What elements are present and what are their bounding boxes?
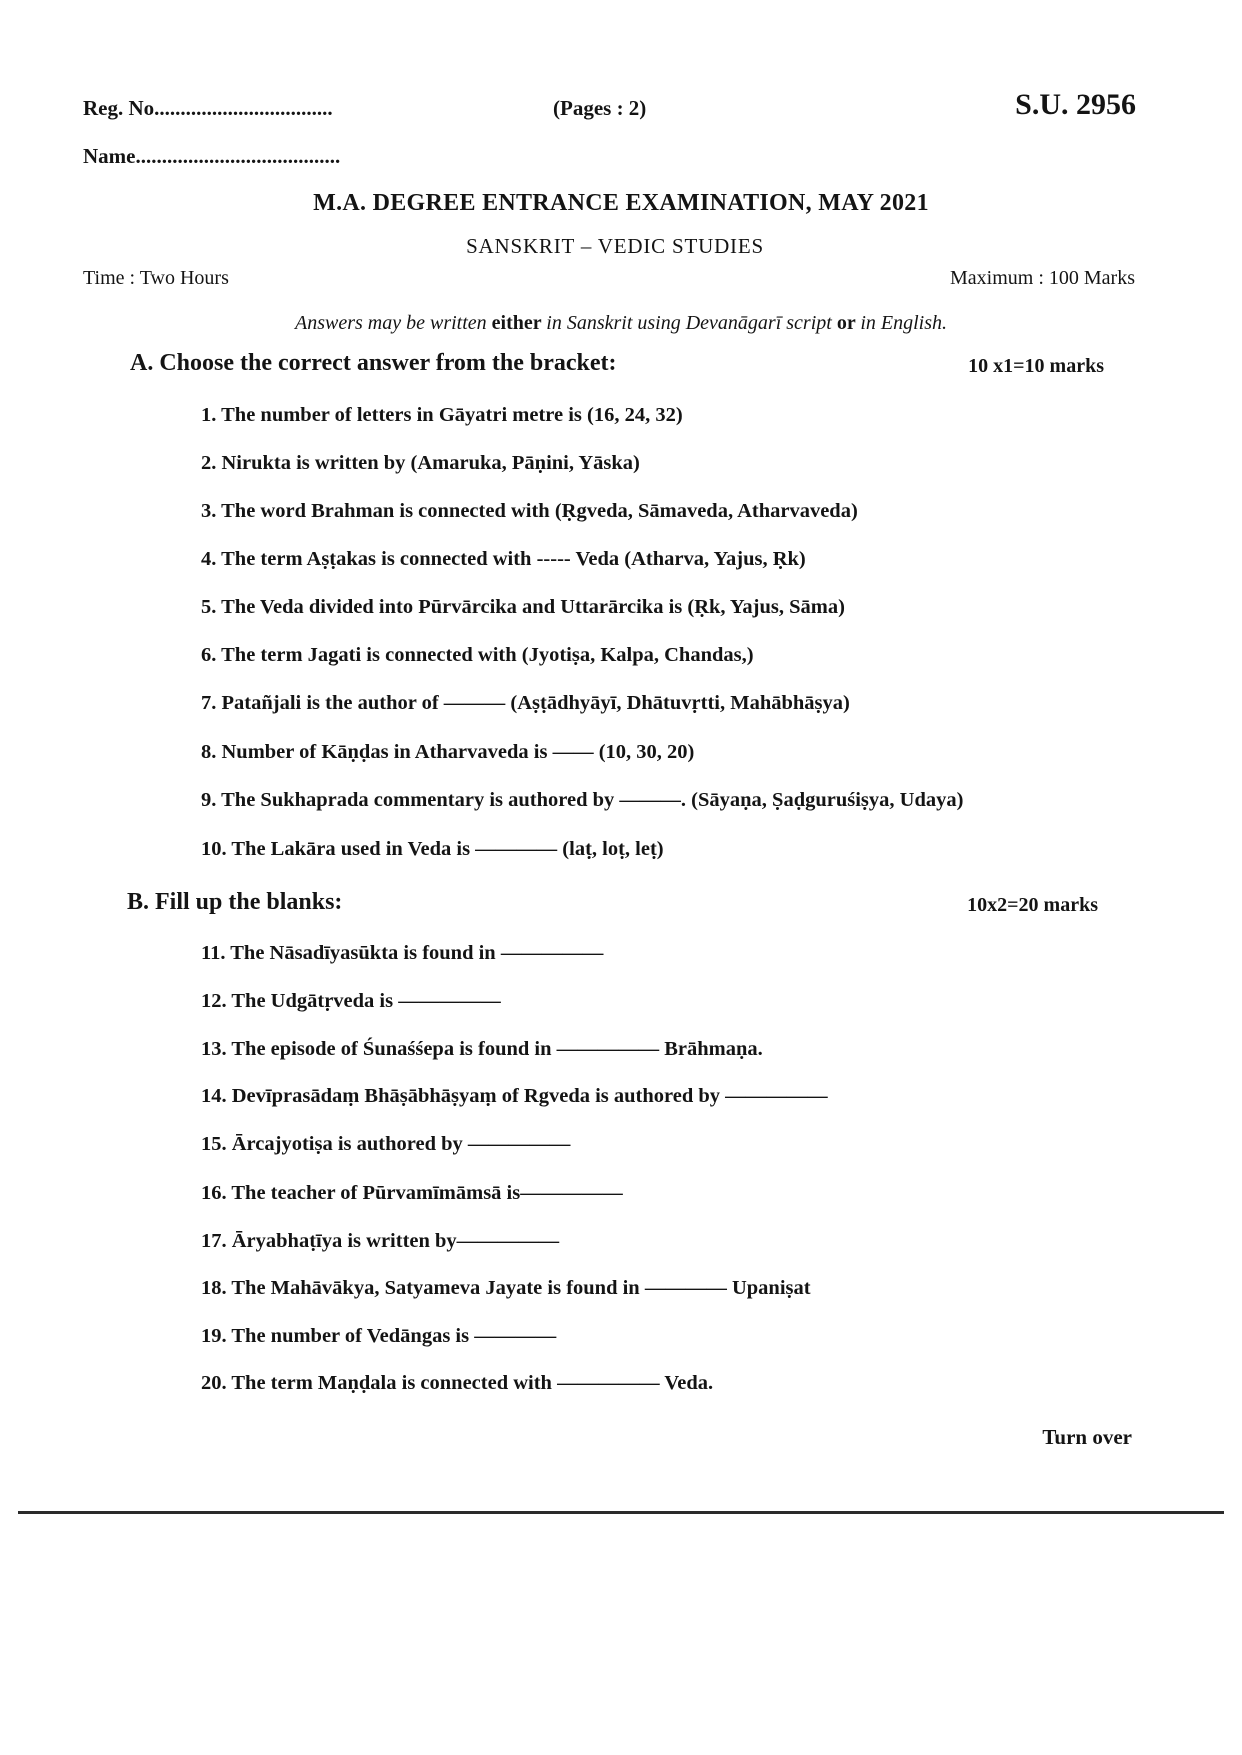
question-item: 16. The teacher of Pūrvamīmāmsā is————— (201, 1182, 623, 1204)
question-item: 10. The Lakāra used in Veda is ———— (laṭ, loṭ, leṭ) (201, 838, 664, 860)
exam-time: Time : Two Hours (83, 267, 229, 289)
section-b-marks: 10x2=20 marks (967, 894, 1098, 916)
question-item: 17. Āryabhaṭīya is written by————— (201, 1230, 560, 1252)
question-item: 6. The term Jagati is connected with (Jyotiṣa, Kalpa, Chandas,) (201, 644, 754, 666)
instruction-part: in English. (860, 312, 947, 334)
question-item: 3. The word Brahman is connected with (Ṛgveda, Sāmaveda, Atharvaveda) (201, 500, 858, 522)
instruction-part: in Sanskrit using Devanāgarī script (546, 312, 832, 334)
question-item: 19. The number of Vedāngas is ———— (201, 1325, 557, 1347)
question-item: 13. The episode of Śunaśśepa is found in ————— Brāhmaṇa. (201, 1038, 763, 1060)
question-item: 7. Patañjali is the author of ——— (Aṣṭādhyāyī, Dhātuvṛtti, Mahābhāṣya) (201, 692, 850, 714)
section-a-marks: 10 x1=10 marks (968, 355, 1104, 377)
max-marks: Maximum : 100 Marks (950, 267, 1135, 289)
question-item: 2. Nirukta is written by (Amaruka, Pāṇini, Yāska) (201, 452, 640, 474)
question-item: 15. Ārcajyotiṣa is authored by ————— (201, 1133, 571, 1155)
exam-title: M.A. DEGREE ENTRANCE EXAMINATION, MAY 2021 (313, 190, 929, 216)
question-item: 12. The Udgātṛveda is ————— (201, 990, 501, 1012)
question-item: 14. Devīprasādaṃ Bhāṣābhāṣyaṃ of Rgveda is authored by ————— (201, 1085, 828, 1107)
page-count: (Pages : 2) (553, 96, 647, 120)
question-item: 18. The Mahāvākya, Satyameva Jayate is found in ———— Upaniṣat (201, 1277, 811, 1299)
reg-no-field: Reg. No.................................. (83, 96, 333, 120)
question-item: 11. The Nāsadīyasūkta is found in ————— (201, 942, 604, 964)
paper-code: S.U. 2956 (1015, 88, 1136, 121)
section-a-heading: A. Choose the correct answer from the bracket: (130, 350, 617, 376)
instruction-part: Answers may be written (295, 312, 487, 334)
instructions (0, 312, 1242, 335)
name-field: Name....................................... (83, 144, 341, 168)
instruction-part: either (486, 312, 547, 334)
instruction-part: or (831, 312, 861, 334)
question-item: 9. The Sukhaprada commentary is authored by ———. (Sāyaṇa, Ṣaḍguruśiṣya, Udaya) (201, 789, 964, 811)
question-item: 1. The number of letters in Gāyatri metre is (16, 24, 32) (201, 404, 683, 426)
section-b-heading: B. Fill up the blanks: (127, 889, 343, 915)
question-item: 8. Number of Kāṇḍas in Atharvaveda is —— (10, 30, 20) (201, 741, 695, 763)
question-item: 4. The term Aṣṭakas is connected with ----- Veda (Atharva, Yajus, Ṛk) (201, 548, 806, 570)
question-item: 20. The term Maṇḍala is connected with ————— Veda. (201, 1372, 714, 1394)
exam-subject: SANSKRIT – VEDIC STUDIES (466, 234, 764, 258)
turn-over-note: Turn over (1042, 1425, 1132, 1449)
page-bottom-rule (18, 1511, 1224, 1514)
question-item: 5. The Veda divided into Pūrvārcika and Uttarārcika is (Ṛk, Yajus, Sāma) (201, 596, 845, 618)
